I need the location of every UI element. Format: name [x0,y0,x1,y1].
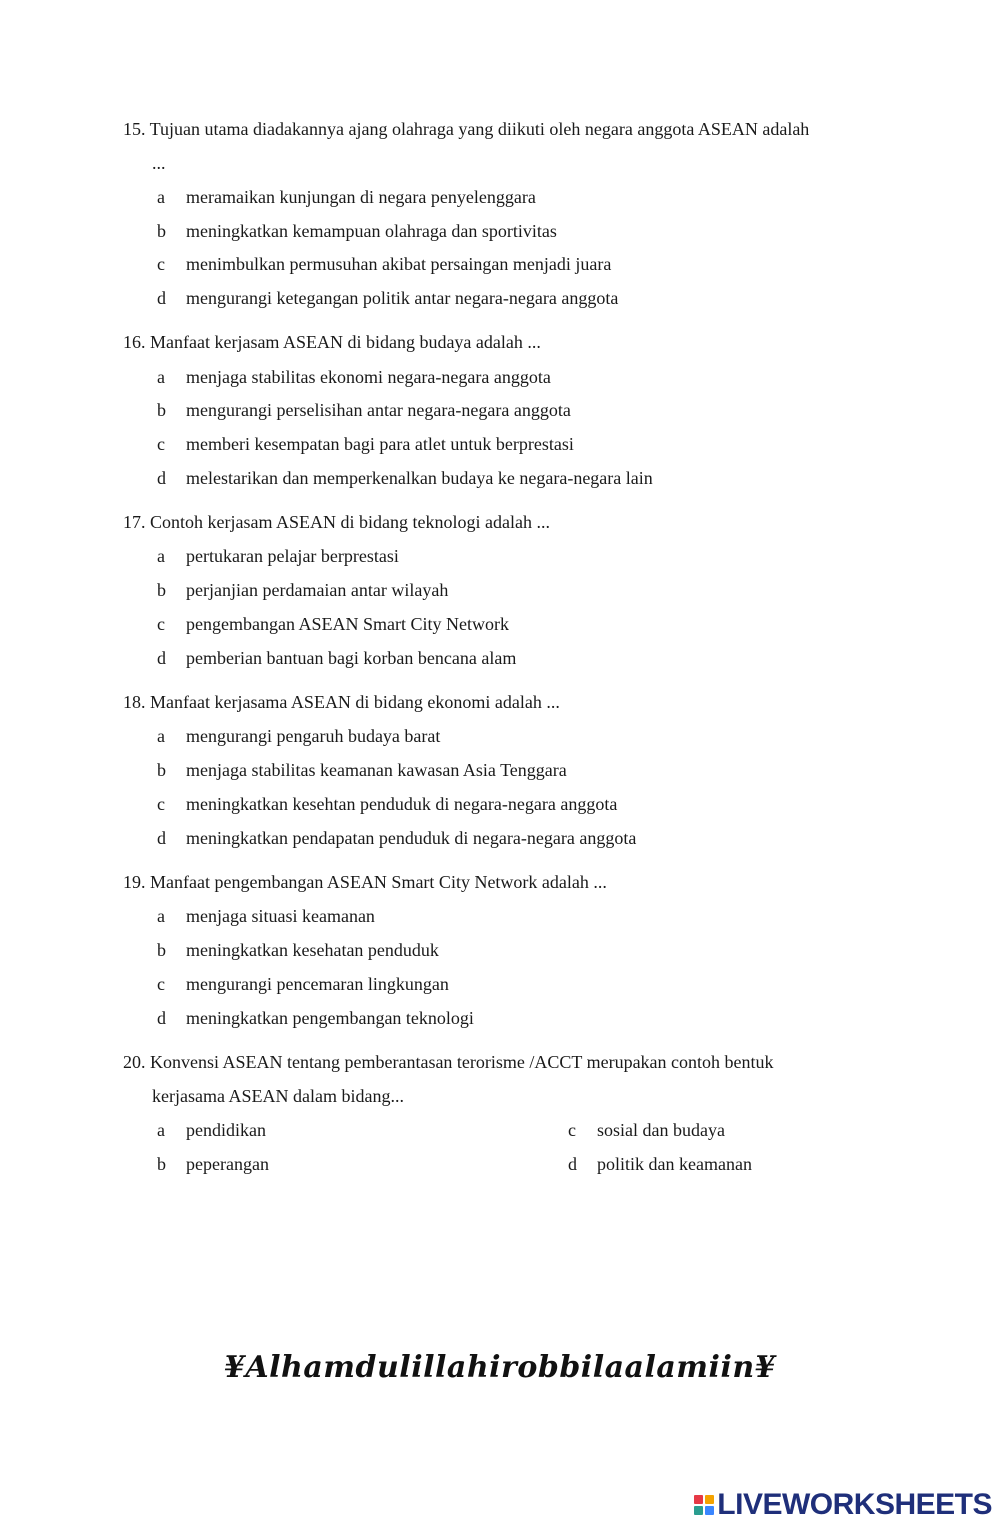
option-text: peperangan [186,1154,269,1174]
option-letter: a [157,726,165,746]
logo-square-icon [705,1506,714,1515]
option-letter: a [157,906,165,926]
option-text: mengurangi pencemaran lingkungan [186,974,449,994]
option-text: meningkatkan pengembangan teknologi [186,1008,474,1028]
option-text: memberi kesempatan bagi para atlet untuk berprestasi [186,434,574,454]
option-text: meningkatkan kesehatan penduduk [186,940,439,960]
option-letter: b [157,580,166,600]
question-15-continuation: ... [152,153,166,173]
option-text: meramaikan kunjungan di negara penyelenggara [186,187,536,207]
option-text: politik dan keamanan [597,1154,752,1174]
question-15-text: 15. Tujuan utama diadakannya ajang olahraga yang diikuti oleh negara anggota ASEAN adalah [123,119,810,139]
option-letter: d [157,648,166,668]
option-text: meningkatkan kemampuan olahraga dan sportivitas [186,221,557,241]
option-text: pemberian bantuan bagi korban bencana alam [186,648,517,668]
option-text: mengurangi ketegangan politik antar negara-negara anggota [186,288,619,308]
option-letter: a [157,546,165,566]
question-20-text: 20. Konvensi ASEAN tentang pemberantasan terorisme /ACCT merupakan contoh bentuk [123,1052,774,1072]
option-letter: c [157,794,165,814]
question-18-text: 18. Manfaat kerjasama ASEAN di bidang ekonomi adalah ... [123,692,560,712]
logo-square-icon [694,1506,703,1515]
option-letter: a [157,1120,165,1140]
option-text: pertukaran pelajar berprestasi [186,546,399,566]
option-letter: c [157,434,165,454]
option-letter: a [157,187,165,207]
option-text: pengembangan ASEAN Smart City Network [186,614,509,634]
question-20-continuation: kerjasama ASEAN dalam bidang... [152,1086,404,1106]
option-letter: b [157,400,166,420]
question-17-text: 17. Contoh kerjasam ASEAN di bidang teknologi adalah ... [123,512,550,532]
option-letter: b [157,760,166,780]
option-text: melestarikan dan memperkenalkan budaya ke negara-negara lain [186,468,653,488]
option-letter: c [157,974,165,994]
option-text: meningkatkan pendapatan penduduk di negara-negara anggota [186,828,637,848]
logo-square-icon [705,1495,714,1504]
option-text: mengurangi perselisihan antar negara-negara anggota [186,400,571,420]
option-letter: d [157,468,166,488]
question-19-text: 19. Manfaat pengembangan ASEAN Smart City Network adalah ... [123,872,607,892]
option-letter: c [157,614,165,634]
option-text: menjaga stabilitas ekonomi negara-negara anggota [186,367,551,387]
option-letter: d [157,828,166,848]
option-letter: b [157,1154,166,1174]
option-text: mengurangi pengaruh budaya barat [186,726,441,746]
option-letter: c [568,1120,576,1140]
option-text: menjaga stabilitas keamanan kawasan Asia Tenggara [186,760,567,780]
option-text: meningkatkan kesehtan penduduk di negara-negara anggota [186,794,618,814]
option-text: pendidikan [186,1120,266,1140]
option-letter: c [157,254,165,274]
option-text: menimbulkan permusuhan akibat persaingan menjadi juara [186,254,612,274]
option-text: sosial dan budaya [597,1120,725,1140]
question-16-text: 16. Manfaat kerjasam ASEAN di bidang budaya adalah ... [123,332,541,352]
option-text: menjaga situasi keamanan [186,906,375,926]
option-letter: b [157,221,166,241]
closing-text: ¥Alhamdulillahirobbilaalamiin¥ [223,1350,777,1385]
option-letter: d [157,1008,166,1028]
option-letter: d [568,1154,577,1174]
option-text: perjanjian perdamaian antar wilayah [186,580,449,600]
logo-text: LIVEWORKSHEETS [717,1488,992,1521]
liveworksheets-logo[interactable] [694,1488,992,1522]
option-letter: a [157,367,165,387]
option-letter: d [157,288,166,308]
logo-grid-icon [694,1495,714,1515]
option-letter: b [157,940,166,960]
logo-square-icon [694,1495,703,1504]
